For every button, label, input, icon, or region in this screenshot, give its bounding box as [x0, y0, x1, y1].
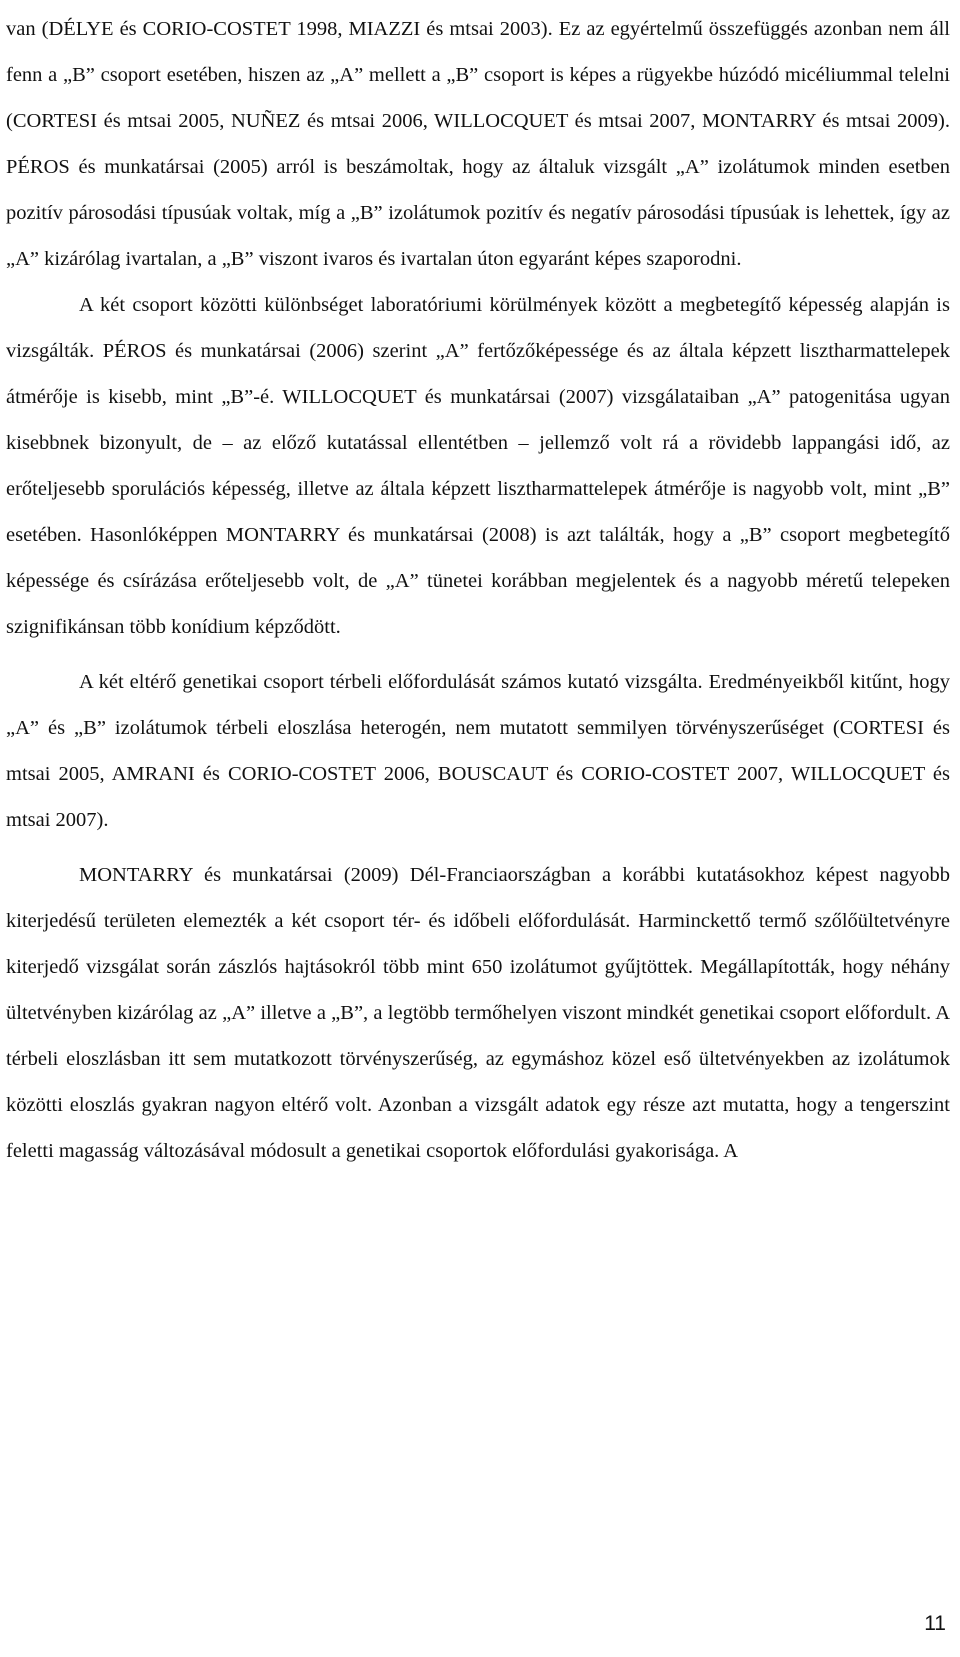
document-page	[6, 6, 950, 1174]
paragraph-2: A két csoport közötti különbséget laboratóriumi körülmények között a megbetegítő képesség alapján is vizsgálták. PÉROS és munkatársai (2006) szerint „A” fertőzőképessége és az általa képzett lisztharmattelepek átmérője is kisebb, mint „B”-é. WILLOCQUET és munkatársai (2007) vizsgálataiban „A” patogenitása ugyan kisebbnek bizonyult, de – az előző kutatással ellentétben – jellemző volt rá a rövidebb lappangási idő, az erőteljesebb sporulációs képesség, illetve az általa képzett lisztharmattelepek átmérője is nagyobb volt, mint „B” esetében. Hasonlóképpen MONTARRY és munkatársai (2008) is azt találták, hogy a „B” csoport megbetegítő képessége és csírázása erőteljesebb volt, de „A” tünetei korábban megjelentek és a nagyobb méretű telepeken szignifikánsan több konídium képződött.	[6, 294, 950, 638]
paragraph-4: MONTARRY és munkatársai (2009) Dél-Franciaországban a korábbi kutatásokhoz képest nagyobb kiterjedésű területen elemezték a két csoport tér- és időbeli előfordulását. Harminckettő termő szőlőültetvényre kiterjedő vizsgálat során zászlós hajtásokról több mint 650 izolátumot gyűjtöttek. Megállapították, hogy néhány ültetvényben kizárólag az „A” illetve a „B”, a legtöbb termőhelyen viszont mindkét genetikai csoport előfordult. A térbeli eloszlásban itt sem mutatkozott törvényszerűség, az egymáshoz közel eső ültetvényekben az izolátumok közötti eloszlás gyakran nagyon eltérő volt. Azonban a vizsgált adatok egy része azt mutatta, hogy a tengerszint feletti magasság változásával módosult a genetikai csoportok előfordulási gyakorisága. A	[6, 864, 950, 1162]
page-number: 11	[924, 1612, 946, 1635]
paragraph-3: A két eltérő genetikai csoport térbeli előfordulását számos kutató vizsgálta. Eredményeikből kitűnt, hogy „A” és „B” izolátumok térbeli eloszlása heterogén, nem mutatott semmilyen törvényszerűséget (CORTESI és mtsai 2005, AMRANI és CORIO-COSTET 2006, BOUSCAUT és CORIO-COSTET 2007, WILLOCQUET és mtsai 2007).	[6, 671, 950, 831]
paragraph-1: van (DÉLYE és CORIO-COSTET 1998, MIAZZI és mtsai 2003). Ez az egyértelmű összefüggés azonban nem áll fenn a „B” csoport esetében, hiszen az „A” mellett a „B” csoport is képes a rügyekbe húzódó micéliummal telelni (CORTESI és mtsai 2005, NUÑEZ és mtsai 2006, WILLOCQUET és mtsai 2007, MONTARRY és mtsai 2009). PÉROS és munkatársai (2005) arról is beszámoltak, hogy az általuk vizsgált „A” izolátumok minden esetben pozitív párosodási típusúak voltak, míg a „B” izolátumok pozitív és negatív párosodási típusúak is lehettek, így az „A” kizárólag ivartalan, a „B” viszont ivaros és ivartalan úton egyaránt képes szaporodni.	[6, 18, 950, 270]
